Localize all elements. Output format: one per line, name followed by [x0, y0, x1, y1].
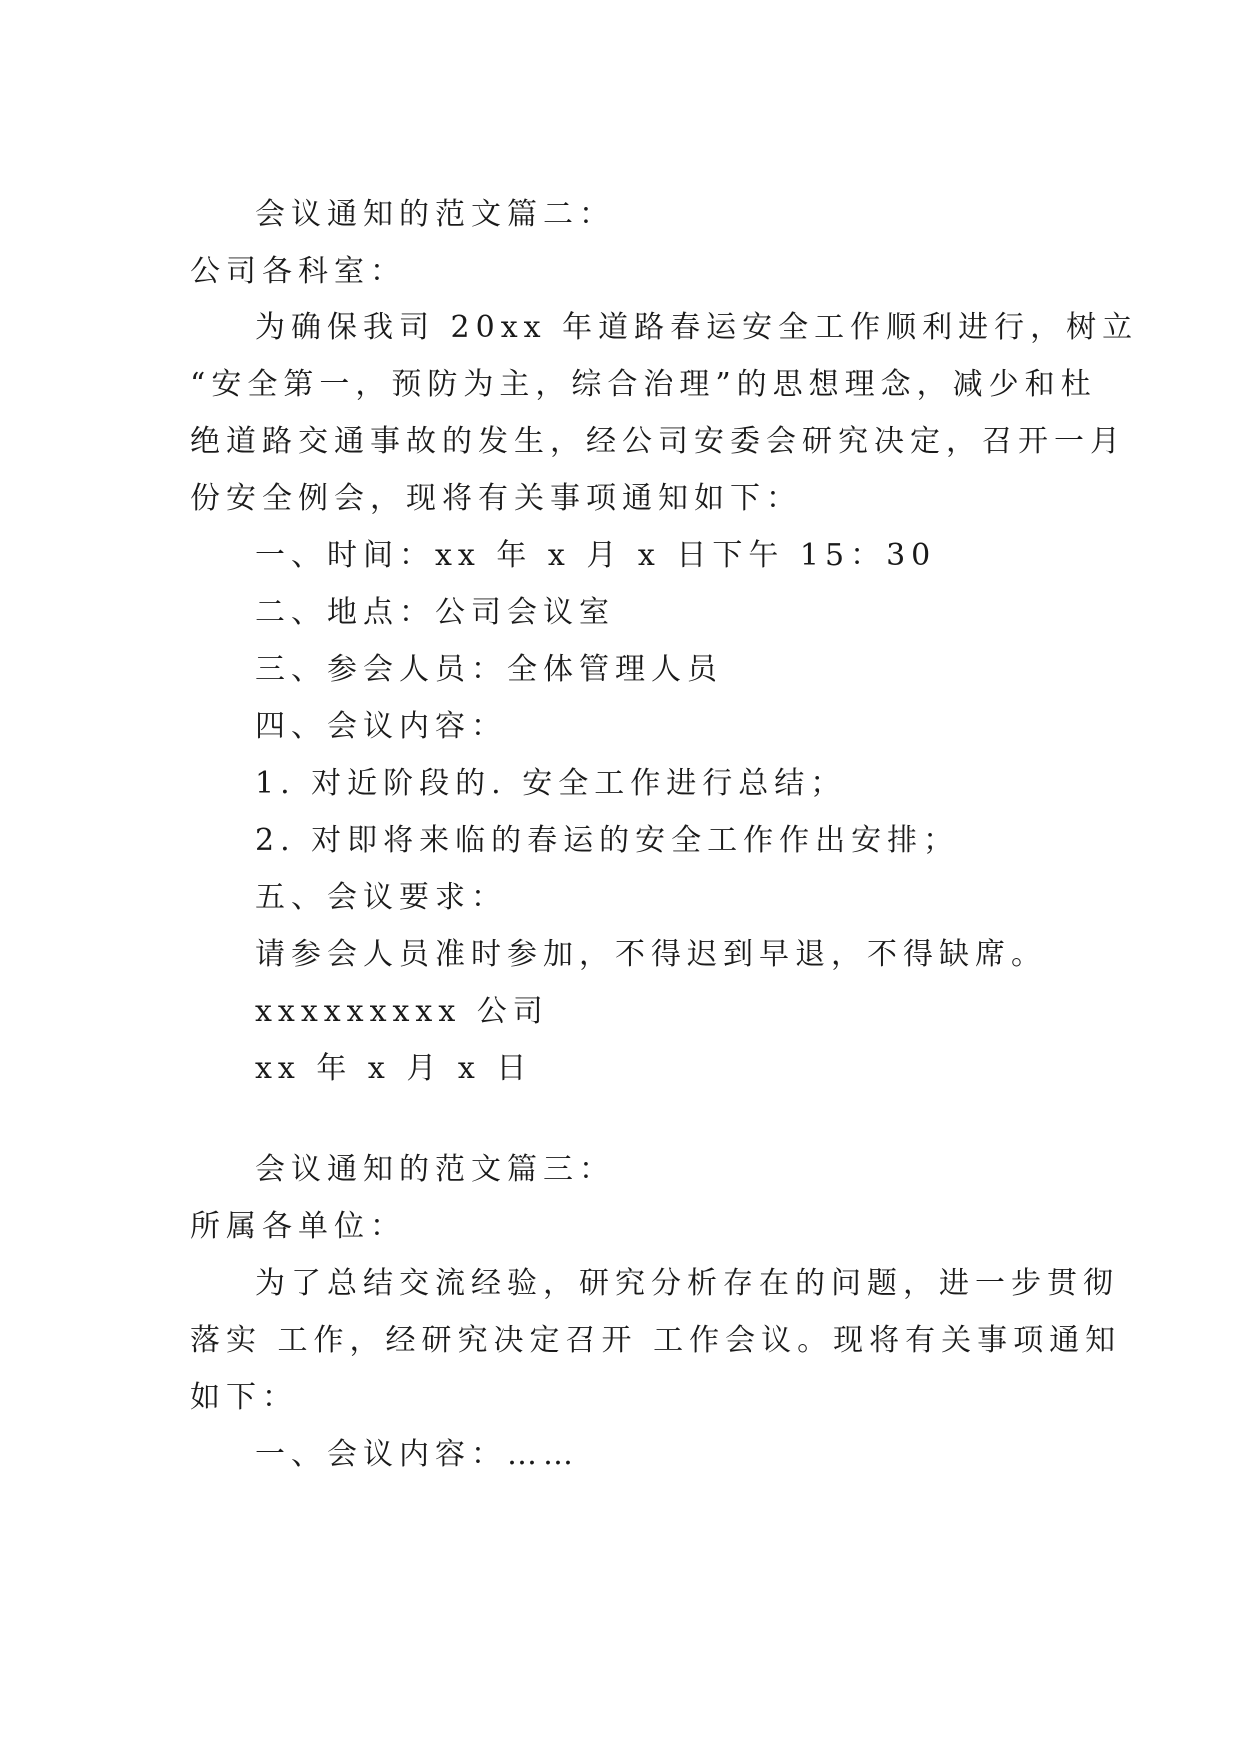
section3-heading: 会议通知的范文篇三：: [255, 1152, 615, 1187]
section2-time: 一、时间：xx 年 x 月 x 日下午 15：30: [255, 538, 937, 573]
section3-intro-line-1: 为了总结交流经验，研究分析存在的问题，进一步贯彻: [255, 1266, 1119, 1301]
section2-salutation: 公司各科室：: [190, 254, 406, 289]
section2-requirements-text: 请参会人员准时参加，不得迟到早退，不得缺席。: [255, 937, 1047, 972]
section3-salutation: 所属各单位：: [190, 1209, 406, 1244]
section2-intro-line-1: 为确保我司 20xx 年道路春运安全工作顺利进行，树立: [255, 310, 1139, 345]
section2-content-item-2: 2. 对即将来临的春运的安全工作作出安排；: [255, 823, 960, 858]
section2-signature-company: xxxxxxxxx 公司: [255, 994, 549, 1029]
section2-content-item-1: 1. 对近阶段的. 安全工作进行总结；: [255, 766, 847, 801]
section2-place: 二、地点：公司会议室: [255, 595, 615, 630]
section3-intro-line-3: 如下：: [190, 1380, 298, 1415]
section2-intro-line-4: 份安全例会，现将有关事项通知如下：: [190, 481, 802, 516]
section2-intro-line-2: “安全第一，预防为主，综合治理”的思想理念，减少和杜: [190, 367, 1097, 402]
section2-requirements-title: 五、会议要求：: [255, 880, 507, 915]
section2-attendees: 三、参会人员：全体管理人员: [255, 652, 723, 687]
section2-intro-line-3: 绝道路交通事故的发生，经公司安委会研究决定，召开一月: [190, 424, 1126, 459]
section3-content-title: 一、会议内容：……: [255, 1437, 579, 1472]
section2-content-title: 四、会议内容：: [255, 709, 507, 744]
section2-heading: 会议通知的范文篇二：: [255, 197, 615, 232]
section2-signature-date: xx 年 x 月 x 日: [255, 1051, 533, 1086]
section3-intro-line-2: 落实 工作，经研究决定召开 工作会议。现将有关事项通知: [190, 1323, 1122, 1358]
